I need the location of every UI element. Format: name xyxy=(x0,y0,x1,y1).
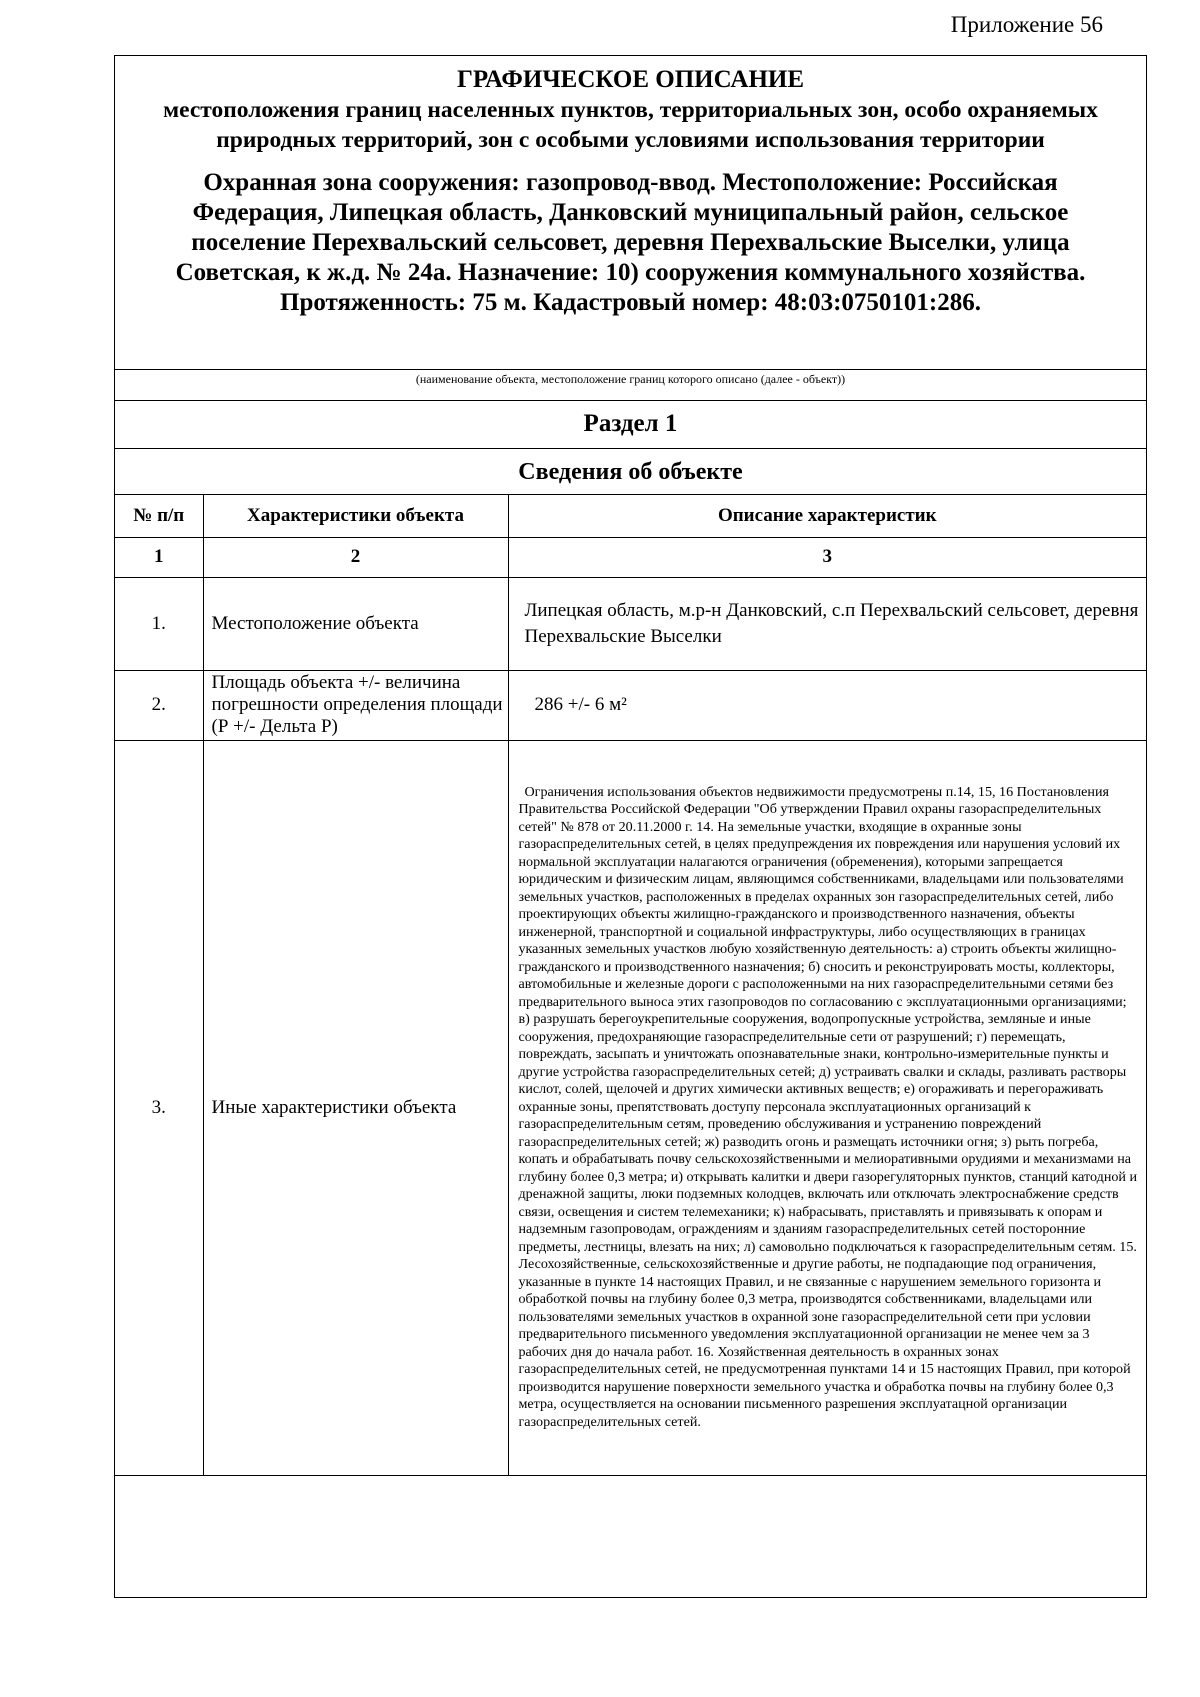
row-description xyxy=(508,740,1146,1475)
blank-area xyxy=(115,1475,1146,1597)
column-number-1: 1 xyxy=(115,537,203,577)
row-description xyxy=(508,670,1146,740)
row-characteristic: Местоположение объекта xyxy=(203,577,508,670)
header-number: № п/п xyxy=(115,495,203,537)
header-description: Описание характеристик xyxy=(508,495,1146,537)
header-characteristic: Характеристики объекта xyxy=(203,495,508,537)
row-number: 3. xyxy=(115,740,203,1475)
section-title: Раздел 1 xyxy=(115,401,1146,449)
table-row xyxy=(115,670,1146,740)
location-description: Липецкая область, м.р-н Данковский, с.п Перехвальский сельсовет, деревня Перехвальские Выселки xyxy=(524,599,1139,647)
column-number-row xyxy=(115,537,1146,577)
restrictions-text: Ограничения использования объектов недвижимости предусмотрены п.14, 15, 16 Постановления Правительства Российской Федерации "Об утверждении Правил охраны газораспределительных сетей" № 878 от 20.11.2000 г. 14. На земельные участки, входящие в охранные зоны газораспределительных сетей, в целях предупреждения их повреждения или нарушения условий их нормальной эксплуатации налагаются ограничения (обременения), которыми запрещается юридическим и физическим лицам, являющимся собственниками, владельцами или пользователями земельных участков, расположенных в пределах охранных зон газораспределительных сетей, либо проектирующих объекты жилищно-гражданского и производственного назначения, объекты инженерной, транспортной и социальной инфраструктуры, либо осуществляющих в границах указанных земельных участков любую хозяйственную деятельность: а) строить объекты жилищно-гражданского и производственного назначения; б) сносить и реконструировать мосты, коллекторы, автомобильные и железные дороги с расположенными на них газораспределительными сетями без предварительного выноса этих газопроводов по согласованию с эксплуатационными организациями; в) разрушать берегоукрепительные сооружения, водопропускные устройства, земляные и иные сооружения, предохраняющие газораспределительные сети от разрушений; г) перемещать, повреждать, засыпать и уничтожать опознавательные знаки, контрольно-измерительные пункты и другие устройства газораспределительных сетей; д) устраивать свалки и склады, разливать растворы кислот, солей, щелочей и других химически активных веществ; е) огораживать и перегораживать охранные зоны, препятствовать доступу персонала эксплуатационных организаций к газораспределительным сетям, проведению обслуживания и устранению повреждений газораспределительных сетей; ж) разводить огонь и размещать источники огня; з) рыть погреба, копать и обрабатывать почву сельскохозяйственными и мелиоративными орудиями и механизмами на глубину более 0,3 метра; и) открывать калитки и двери газорегуляторных пунктов, станций катодной и дренажной защиты, люки подземных колодцев, включать или отключать электроснабжение средств связи, освещения и систем телемеханики; к) набрасывать, приставлять и привязывать к опорам и надземным газопроводам, ограждениям и зданиям газораспределительных сетей посторонние предметы, лестницы, влезать на них; л) самовольно подключаться к газораспределительным сетям. 15. Лесохозяйственные, сельскохозяйственные и другие работы, не подпадающие под ограничения, указанные в пункте 14 настоящих Правил, и не связанные с нарушением земельного горизонта и обработкой почвы на глубину более 0,3 метра, производятся собственниками, владельцами или пользователями земельных участков в охранной зоне газораспределительной сети при условии предварительного письменного уведомления эксплуатационной организации не менее чем за 3 рабочих дня до начала работ. 16. Хозяйственная деятельность в охранных зонах газораспределительных сетей, не предусмотренная пунктами 14 и 15 настоящих Правил, при которой производится нарушение поверхности земельного участка и обработка почвы на глубину более 0,3 метра, осуществляется на основании письменного разрешения эксплуатацной организации газораспределительных сетей. xyxy=(518,783,1138,1430)
document-header xyxy=(115,56,1146,369)
table-header-row xyxy=(115,495,1146,537)
section-subtitle: Сведения об объекте xyxy=(115,449,1146,495)
row-number: 2. xyxy=(115,670,203,740)
document-title: ГРАФИЧЕСКОЕ ОПИСАНИЕ xyxy=(456,66,805,93)
object-name: Охранная зона сооружения: газопровод-ввод. Местоположение: Российская Федерация, Липецкая область, Данковский муниципальный район, сельское поселение Перехвальский сельсовет, деревня Перехвальские Выселки, улица Советская, к ж.д. № 24а. Назначение: 10) сооружения коммунального хозяйства. Протяженность: 75 м. Кадастровый номер: 48:03:0750101:286. xyxy=(175,169,1086,316)
column-number-3: 3 xyxy=(508,537,1146,577)
appendix-label: Приложение 56 xyxy=(950,12,1103,37)
row-number: 1. xyxy=(115,577,203,670)
table-row xyxy=(115,577,1146,670)
row-characteristic: Площадь объекта +/- величина погрешности определения площади (Р +/- Дельта Р) xyxy=(203,670,508,740)
area-value: 286 +/- 6 м² xyxy=(534,694,627,715)
object-info-table xyxy=(115,495,1146,1476)
document-subtitle: местоположения границ населенных пунктов, территориальных зон, особо охраняемых природных территорий, зон с особыми условиями использования территории xyxy=(163,97,1098,153)
row-description xyxy=(508,577,1146,670)
document-frame xyxy=(114,55,1147,1598)
row-characteristic: Иные характеристики объекта xyxy=(203,740,508,1475)
object-name-caption: (наименование объекта, местоположение границ которого описано (далее - объект)) xyxy=(115,369,1146,401)
table-row xyxy=(115,740,1146,1475)
column-number-2: 2 xyxy=(203,537,508,577)
